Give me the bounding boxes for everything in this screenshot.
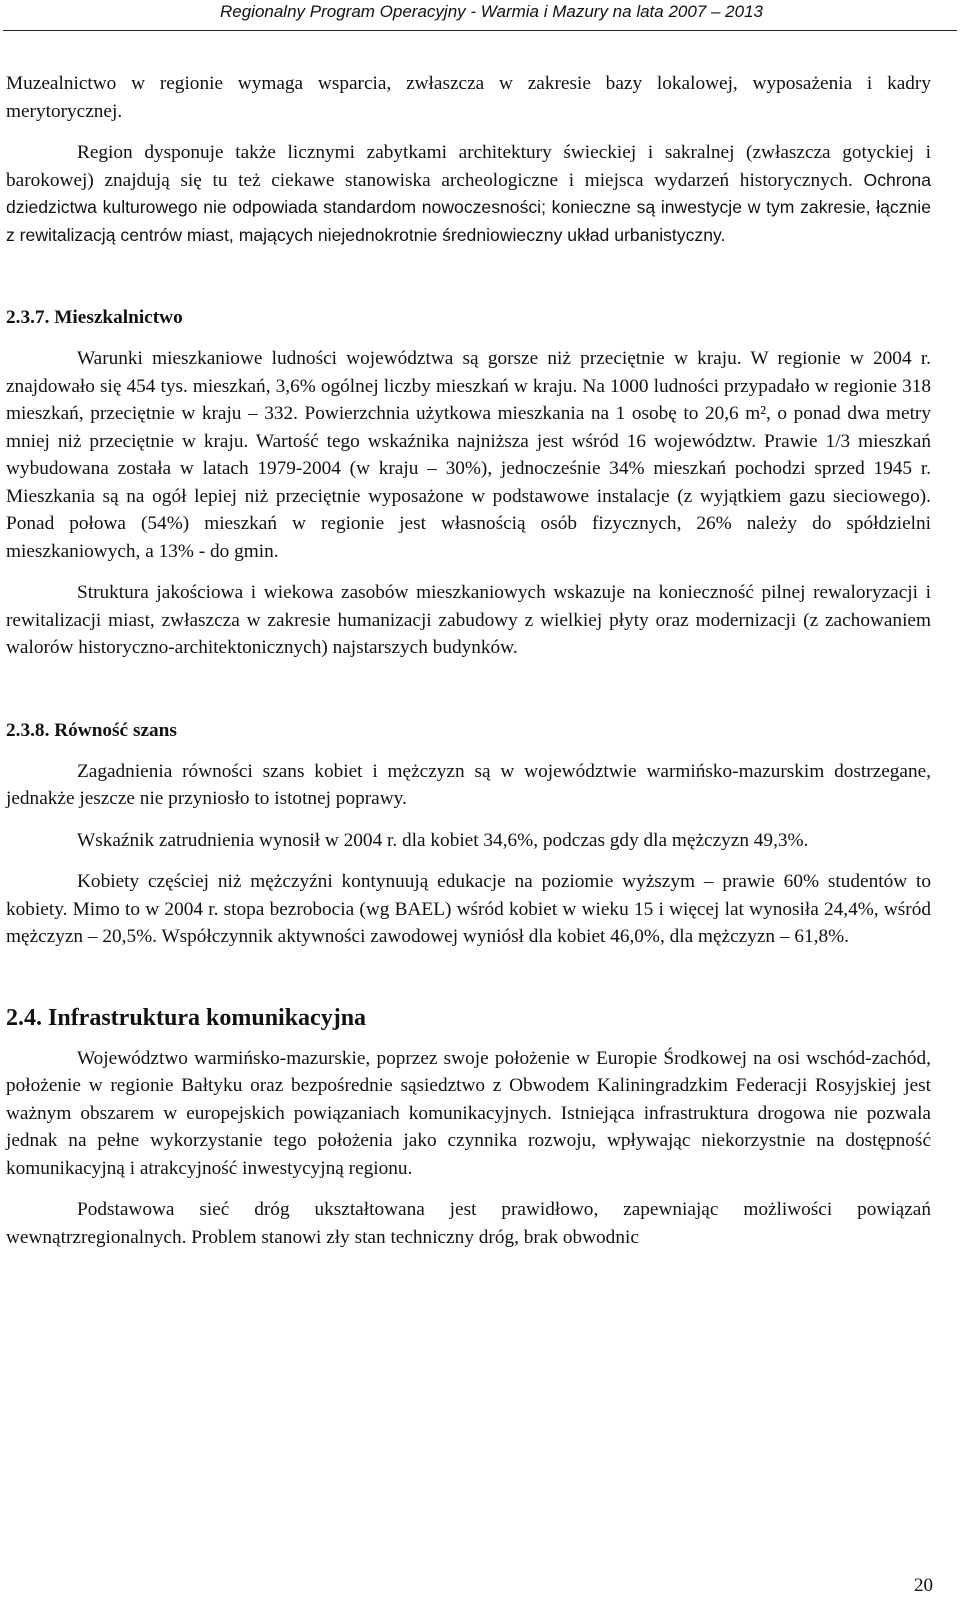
heritage-text-serif: Region dysponuje także licznymi zabytkami architektury świeckiej i sakralnej (zwłaszcza gotyckiej i barokowej) znajdują się tu też ciekawe stanowiska archeologiczne i miejsca wydarzeń historycznych. <box>6 142 931 191</box>
page-header <box>0 0 960 32</box>
paragraph-museums: Muzealnictwo w regionie wymaga wsparcia, zwłaszcza w zakresie bazy lokalowej, wyposażenia i kadry merytorycznej. <box>6 73 931 122</box>
paragraph-transport-location: Województwo warmińsko-mazurskie, poprzez swoje położenie w Europie Środkowej na osi wschód-zachód, położenie w regionie Bałtyku oraz bezpośrednie sąsiedztwo z Obwodem Kaliningradzkim Federacji Rosyjskiej jest ważnym obszarem w europejskich powiązaniach komunikacyjnych. Istniejąca infrastruktura drogowa nie pozwala jednak na pełne wykorzystanie tego położenia jako czynnika rozwoju, wpływając niekorzystnie na dostępność komunikacyjną i atrakcyjność inwestycyjną regionu. <box>6 1047 931 1179</box>
heritage-text-sans: Ochrona dziedzictwa kulturowego nie odpowiada standardom nowoczesności; konieczne są inwestycje w tym zakresie, łącznie z rewitalizacją centrów miast, mających niejednokrotnie średniowieczny układ urbanistyczny. <box>6 169 931 245</box>
page-number: 20 <box>914 1575 933 1596</box>
section-heading-transport: 2.4. Infrastruktura komunikacyjna <box>6 1004 367 1031</box>
header-title: Regionalny Program Operacyjny - Warmia i Mazury na lata 2007 – 2013 <box>219 2 763 21</box>
section-heading-housing: 2.3.7. Mieszkalnictwo <box>6 307 183 328</box>
document-body <box>6 70 931 1251</box>
paragraph-equality-intro: Zagadnienia równości szans kobiet i mężczyzn są w województwie warmińsko-mazurskim dostrzegane, jednakże jeszcze nie przyniosło to istotnej poprawy. <box>6 760 931 809</box>
section-heading-equality: 2.3.8. Równość szans <box>6 719 177 741</box>
paragraph-employment-rate: Wskaźnik zatrudnienia wynosił w 2004 r. dla kobiet 34,6%, podczas gdy dla mężczyzn 49,3%. <box>77 829 809 851</box>
paragraph-housing-structure: Struktura jakościowa i wiekowa zasobów mieszkaniowych wskazuje na konieczność pilnej rewaloryzacji i rewitalizacji miast, zwłaszcza w zakresie humanizacji zabudowy z wielkiej płyty oraz modernizacji (z zachowaniem walorów historyczno-architektonicznych) najstarszych budynków. <box>6 582 931 658</box>
paragraph-education-unemployment: Kobiety częściej niż mężczyźni kontynuują edukacje na poziomie wyższym – prawie 60% studentów to kobiety. Mimo to w 2004 r. stopa bezrobocia (wg BAEL) wśród kobiet w wieku 15 i więcej lat wynosiła 24,4%, wśród mężczyzn – 20,5%. Współczynnik aktywności zawodowej wyniósł dla kobiet 46,0%, dla mężczyzn – 61,8%. <box>6 871 931 947</box>
paragraph-heritage <box>6 139 931 249</box>
paragraph-road-network: Podstawowa sieć dróg ukształtowana jest prawidłowo, zapewniając możliwości powiązań wewnątrzregionalnych. Problem stanowi zły stan techniczny dróg, brak obwodnic <box>6 1199 931 1248</box>
paragraph-housing-conditions: Warunki mieszkaniowe ludności województwa są gorsze niż przeciętnie w kraju. W regionie w 2004 r. znajdowało się 454 tys. mieszkań, 3,6% ogólnej liczby mieszkań w kraju. Na 1000 ludności przypadało w regionie 318 mieszkań, przeciętnie w kraju – 332. Powierzchnia użytkowa mieszkania na 1 osobę to 20,6 m², o ponad dwa metry mniej niż przeciętnie w kraju. Wartość tego wskaźnika najniższa jest wśród 16 województw. Prawie 1/3 mieszkań wybudowana została w latach 1979-2004 (w kraju – 30%), jednocześnie 34% mieszkań pochodzi sprzed 1945 r. Mieszkania są na ogół lepiej niż przeciętnie wyposażone w podstawowe instalacje (z wyjątkiem gazu sieciowego). Ponad połowa (54%) mieszkań w regionie jest własnością osób fizycznych, 26% należy do spółdzielni mieszkaniowych, a 13% - do gmin. <box>6 348 931 562</box>
header-rule <box>3 30 957 31</box>
